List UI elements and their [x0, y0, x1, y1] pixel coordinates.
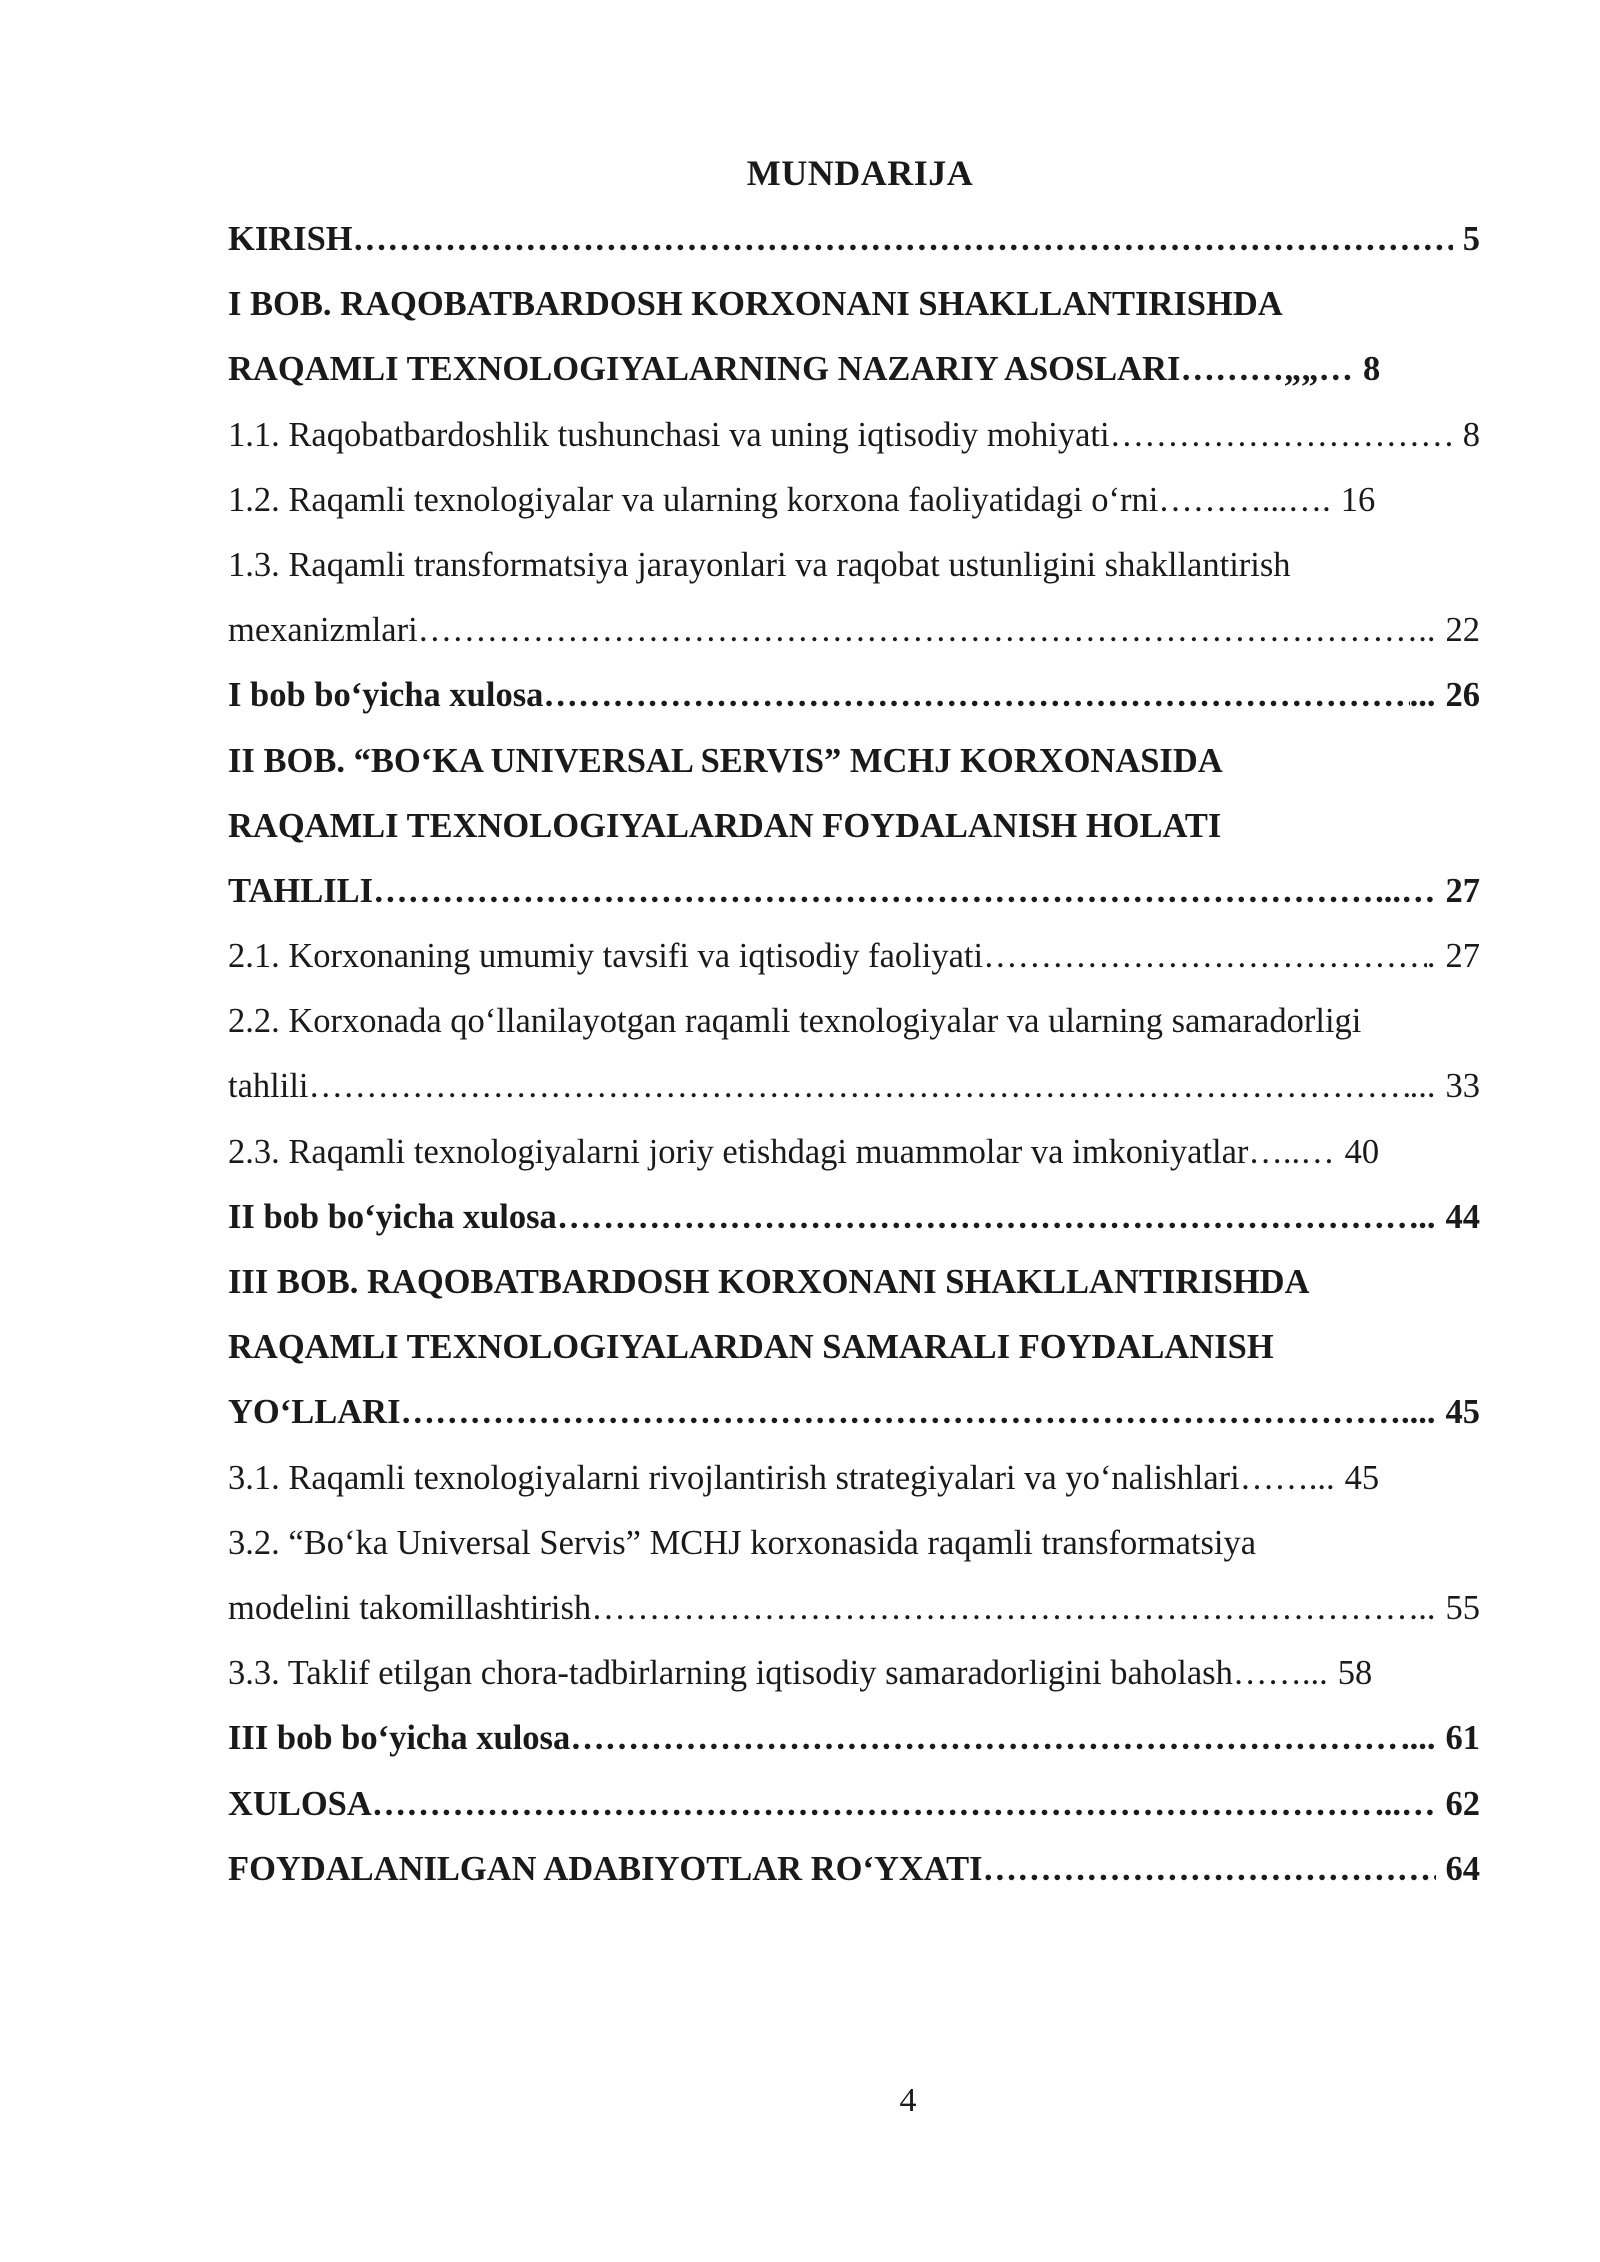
toc-leader-suffix: ..	[1418, 611, 1436, 650]
toc-entry-title: YO‘LLARI	[228, 1393, 401, 1432]
toc-leader-dots	[418, 598, 1419, 663]
toc-page-number: 40	[1344, 1132, 1380, 1171]
toc-entry-title: 1.1. Raqobatbardoshlik tushunchasi va uning iqtisodiy mohiyati	[228, 415, 1110, 454]
toc-entry	[228, 468, 1480, 533]
toc-leader-suffix: ....	[1401, 1393, 1436, 1432]
toc-entry-title: II bob bo‘yicha xulosa	[228, 1197, 557, 1236]
toc-entry-title: TAHLILI	[228, 871, 374, 910]
toc-leader-suffix: ………„„…	[1180, 350, 1353, 389]
toc-page-number: 26	[1445, 676, 1480, 715]
table-of-contents	[228, 207, 1480, 1902]
toc-entry-title: FOYDALANILGAN ADABIYOTLAR RO‘YXATI	[228, 1849, 983, 1888]
toc-entry-title: KIRISH	[228, 220, 353, 258]
toc-page-number: 22	[1445, 611, 1480, 650]
toc-entry-title: tahlili	[228, 1067, 309, 1106]
toc-entry	[228, 1120, 1480, 1185]
toc-entry-title: I bob bo‘yicha xulosa	[228, 676, 544, 715]
toc-entry	[228, 794, 1480, 859]
toc-leader-suffix: ...…	[1375, 871, 1436, 910]
toc-entry-title: RAQAMLI TEXNOLOGIYALARDAN SAMARALI FOYDALANISH	[228, 1328, 1274, 1367]
toc-leader-dots	[543, 663, 1409, 728]
toc-entry	[228, 859, 1480, 924]
toc-leader-dots	[557, 1185, 1418, 1250]
toc-entry	[228, 1185, 1480, 1250]
toc-leader-dots	[1110, 403, 1453, 468]
toc-entry	[228, 989, 1480, 1054]
toc-page-number: 27	[1445, 937, 1480, 976]
toc-entry	[228, 663, 1480, 728]
toc-page-number: 55	[1445, 1588, 1480, 1627]
toc-entry-title: RAQAMLI TEXNOLOGIYALARNING NAZARIY ASOSLARI	[228, 350, 1181, 389]
toc-entry	[228, 1772, 1480, 1837]
toc-entry-title: 2.1. Korxonaning umumiy tavsifi va iqtisodiy faoliyati	[228, 937, 984, 976]
toc-entry-title: 2.3. Raqamli texnologiyalarni joriy etishdagi muammolar va imkoniyatlar	[228, 1132, 1249, 1171]
toc-leader-suffix: ...	[1409, 1067, 1436, 1106]
toc-leader-dots	[570, 1706, 1401, 1771]
toc-entry	[228, 207, 1480, 272]
toc-leader-dots	[373, 859, 1375, 924]
toc-leader-dots	[309, 1054, 1410, 1119]
toc-leader-dots	[401, 1380, 1401, 1445]
toc-entry-title: III BOB. RAQOBATBARDOSH KORXONANI SHAKLLANTIRISHDA	[228, 1263, 1310, 1301]
toc-entry-title: 1.2. Raqamli texnologiyalar va ularning korxona faoliyatidagi o‘rni	[228, 480, 1159, 519]
toc-page-number: 8	[1462, 415, 1480, 454]
toc-leader-suffix: ..	[1418, 1197, 1436, 1236]
toc-leader-dots	[983, 1837, 1436, 1902]
toc-page-number: 8	[1362, 350, 1381, 389]
toc-leader-suffix: ……...	[1232, 1654, 1328, 1693]
toc-leader-suffix: ....	[1401, 1719, 1436, 1758]
toc-entry-title: XULOSA	[228, 1784, 372, 1823]
toc-leader-suffix: ..	[1418, 1588, 1436, 1627]
toc-entry-title: modelini takomillashtirish	[228, 1588, 592, 1627]
toc-entry	[228, 1641, 1480, 1706]
toc-page-number: 5	[1462, 220, 1480, 258]
toc-entry-title: 3.2. “Bo‘ka Universal Servis” MCHJ korxonasida raqamli transformatsiya	[228, 1523, 1257, 1562]
toc-page-number: 27	[1445, 871, 1480, 910]
toc-page-number: 62	[1445, 1784, 1480, 1823]
toc-page-number: 45	[1445, 1393, 1480, 1432]
toc-page-number: 61	[1445, 1719, 1480, 1758]
toc-entry	[228, 1511, 1480, 1576]
toc-page-number: 58	[1337, 1654, 1373, 1693]
toc-leader-dots	[372, 1772, 1375, 1837]
toc-entry	[228, 1576, 1480, 1641]
toc-entry	[228, 924, 1480, 989]
toc-page-number: 33	[1445, 1067, 1480, 1106]
page-title: MUNDARIJA	[746, 153, 974, 193]
toc-entry	[228, 1250, 1480, 1315]
toc-page-number: 45	[1344, 1458, 1380, 1497]
toc-entry	[228, 337, 1480, 402]
toc-entry	[228, 403, 1480, 468]
toc-page-number: 44	[1445, 1197, 1480, 1236]
toc-leader-dots	[353, 207, 1453, 272]
toc-leader-dots	[983, 924, 1427, 989]
page-number: 4	[899, 2082, 917, 2119]
toc-entry-title: II BOB. “BO‘KA UNIVERSAL SERVIS” MCHJ KORXONASIDA	[228, 741, 1223, 780]
toc-entry	[228, 1446, 1480, 1511]
toc-entry	[228, 533, 1480, 598]
toc-entry	[228, 1380, 1480, 1445]
toc-leader-suffix: ...…	[1375, 1784, 1436, 1823]
toc-entry-title: 3.3. Taklif etilgan chora-tadbirlarning iqtisodiy samaradorligini baholash	[228, 1654, 1233, 1693]
toc-entry-title: 3.1. Raqamli texnologiyalarni rivojlantirish strategiyalari va yo‘nalishlari	[228, 1458, 1240, 1497]
toc-leader-suffix: …..…	[1248, 1132, 1335, 1171]
toc-leader-suffix: .	[1426, 937, 1436, 976]
toc-entry	[228, 272, 1480, 337]
toc-entry	[228, 729, 1480, 794]
toc-entry-title: RAQAMLI TEXNOLOGIYALARDAN FOYDALANISH HOLATI	[228, 806, 1222, 845]
toc-entry	[228, 598, 1480, 663]
toc-leader-suffix: ………...….	[1158, 480, 1331, 519]
toc-leader-suffix: ...	[1409, 676, 1436, 715]
toc-entry-title: 1.3. Raqamli transformatsiya jarayonlari va raqobat ustunligini shakllantirish	[228, 545, 1291, 584]
toc-leader-suffix: ……...	[1239, 1458, 1335, 1497]
toc-entry	[228, 1315, 1480, 1380]
toc-page-number: 64	[1445, 1849, 1480, 1888]
toc-entry-title: 2.2. Korxonada qo‘llanilayotgan raqamli texnologiyalar va ularning samaradorligi	[228, 1002, 1362, 1041]
toc-page-number: 16	[1340, 480, 1376, 519]
toc-entry-title: mexanizmlari	[228, 611, 418, 650]
toc-entry	[228, 1837, 1480, 1902]
toc-leader-dots	[591, 1576, 1418, 1641]
toc-entry	[228, 1054, 1480, 1119]
toc-entry	[228, 1706, 1480, 1771]
toc-entry-title: III bob bo‘yicha xulosa	[228, 1719, 571, 1758]
toc-entry-title: I BOB. RAQOBATBARDOSH KORXONANI SHAKLLANTIRISHDA	[228, 285, 1283, 324]
